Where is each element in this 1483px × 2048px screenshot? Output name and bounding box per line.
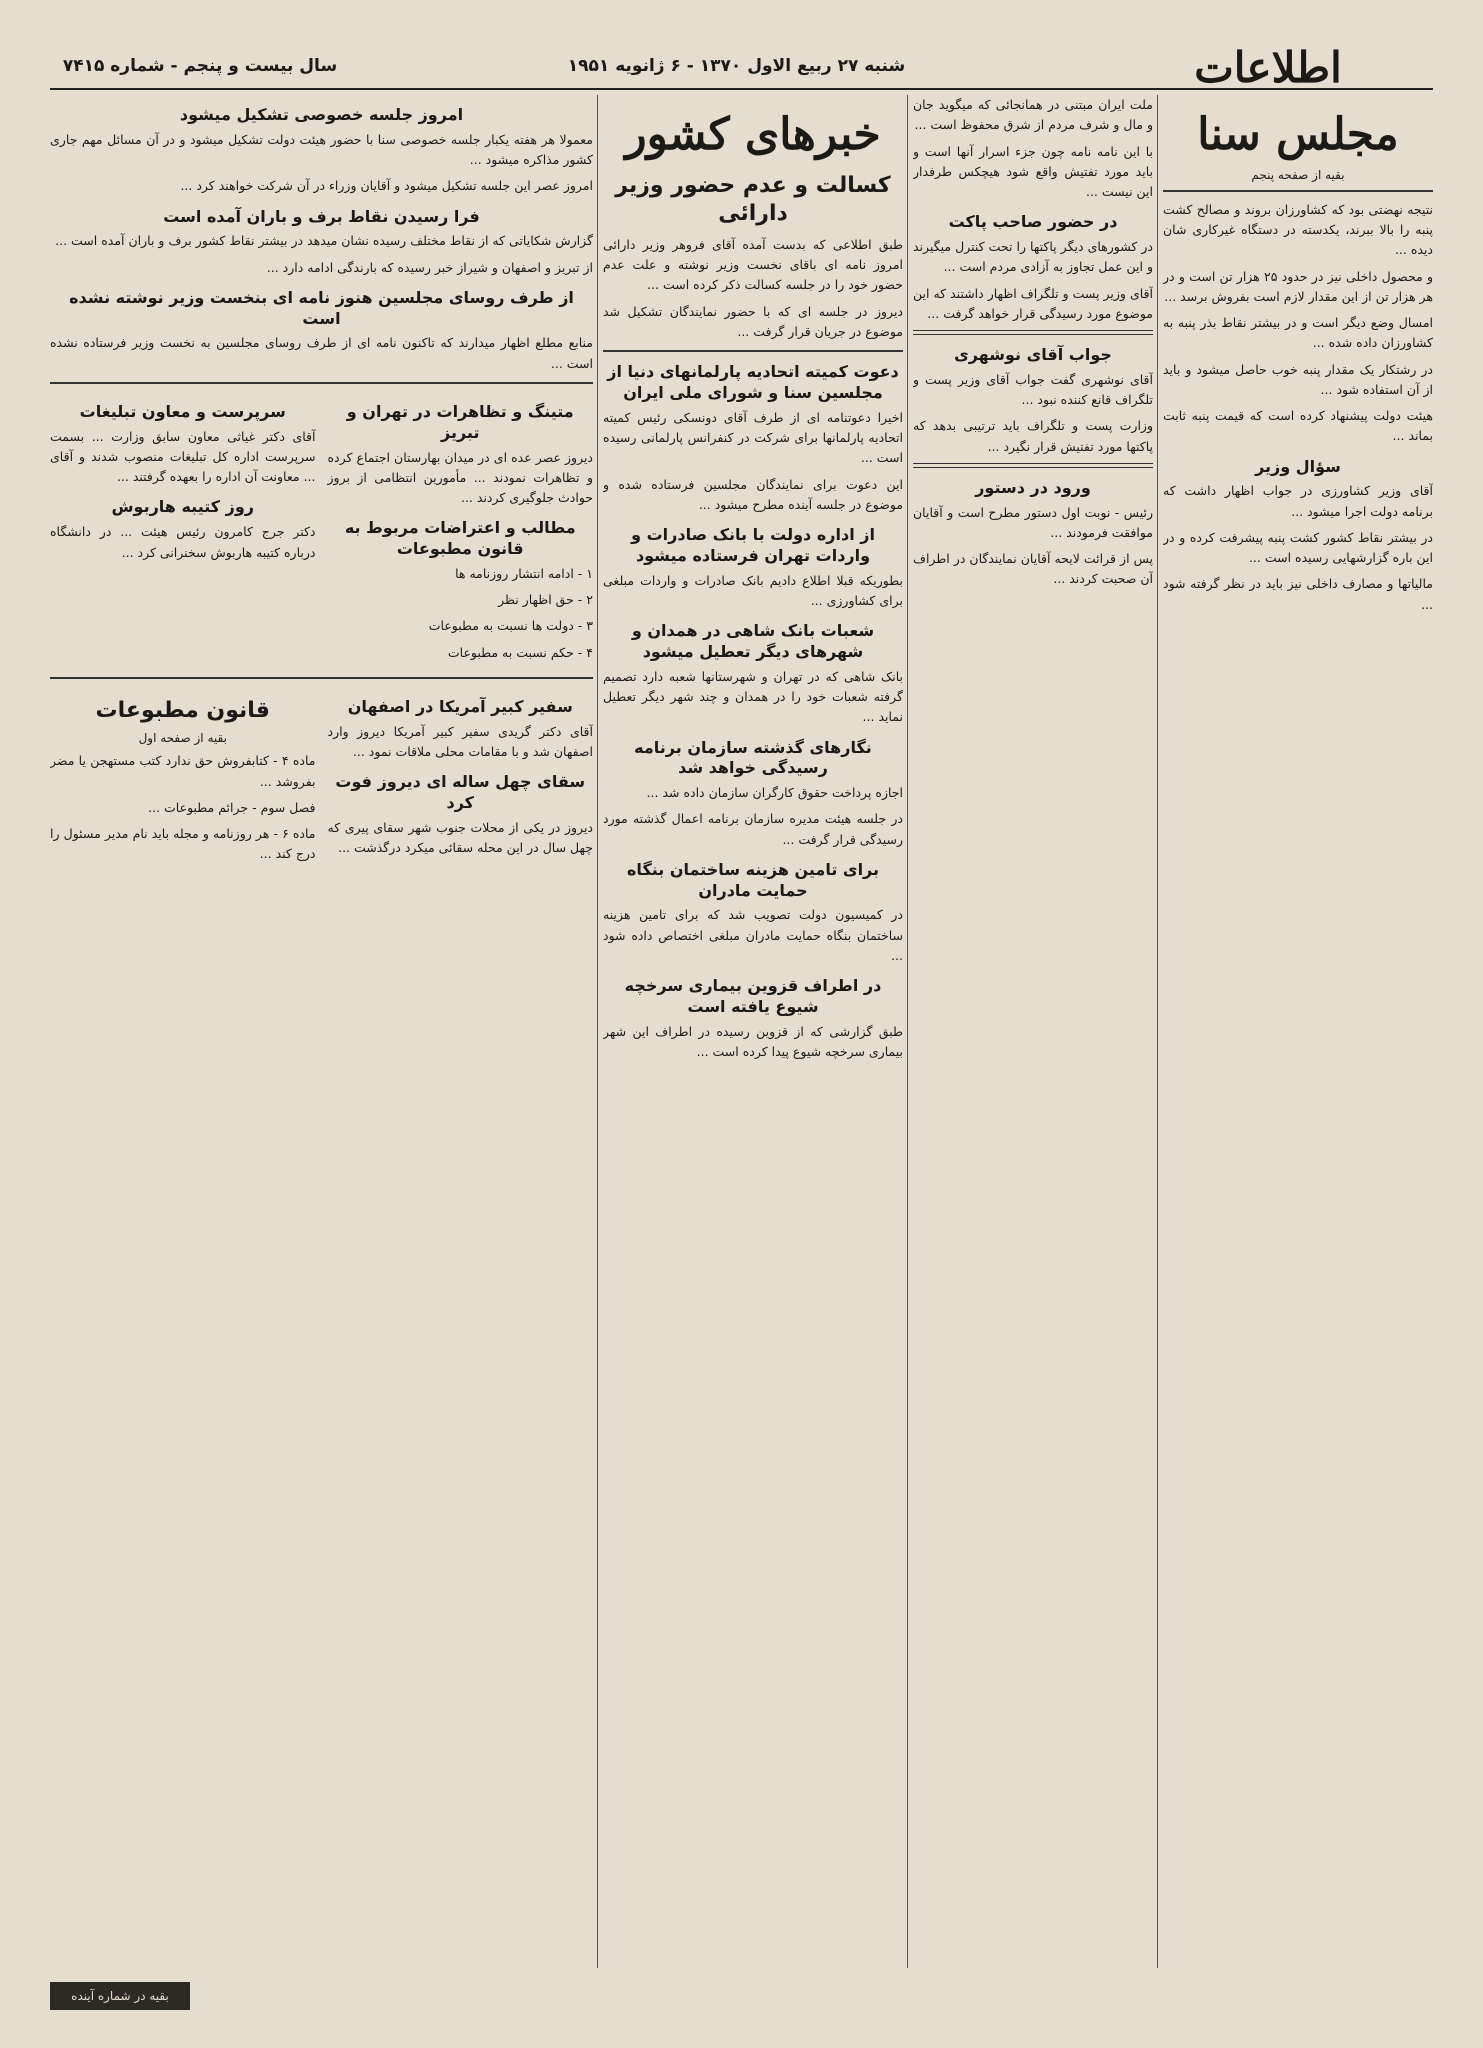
heading: در اطراف قزوین بیماری سرخچه شیوع یافته است [624,976,882,1016]
heading: از طرف روسای مجلسین هنوز نامه ای بنخست وزیر نوشته نشده است [69,287,574,328]
two-column-block [50,392,593,669]
column-rule [907,95,908,1968]
paragraph: معمولا هر هفته یکبار جلسه خصوصی سنا با حضور هیئت دولت تشکیل میشود و در آن مسائل مهم جاری کشور مذاکره میشود ... [50,131,593,168]
paragraph: آقای وزیر کشاورزی در جواب اظهار داشت که برنامه دولت اجرا میشود ... [1163,483,1433,519]
paragraph: ۲ - حق اظهار نظر [498,592,593,608]
paragraph: ۳ - دولت ها نسبت به مطبوعات [428,618,593,634]
paragraph: امسال وضع دیگر است و در بیشتر نقاط بذر پنبه به کشاورزان داده شده ... [1163,315,1433,351]
two-column-block [50,687,593,871]
paragraph: دکتر جرج کامرون رئیس هیئت ... در دانشگاه درباره کتیبه هاربوش سخنرانی کرد ... [50,524,316,560]
paragraph: اجازه پرداخت حقوق کارگران سازمان داده شد ... [646,785,903,801]
paragraph: پس از قرائت لایحه آقایان نمایندگان در اطراف آن صحبت کردند ... [913,551,1153,587]
issue-line: سال بیست و پنجم - شماره ۷۴۱۵ [62,56,338,76]
country-news-title: خبرهای کشور [625,109,881,160]
paragraph: در بیشتر نقاط کشور کشت پنبه پیشرفت کرده و در این باره گزارشهایی رسیده است ... [1163,529,1433,566]
divider [1163,190,1433,192]
heading: ورود در دستور [975,477,1091,497]
paragraph: رئیس - نوبت اول دستور مطرح است و آقایان موافقت فرمودند ... [913,504,1153,540]
paragraph: وزارت پست و تلگراف باید ترتیبی بدهد که پاکتها مورد تفتیش قرار نگیرد ... [913,418,1153,454]
paragraph: ملت ایران مبتنی در همانجائی که میگوید جان و مال و شرف مردم از شرق محفوظ است ... [913,97,1153,133]
box-press-law [50,687,316,871]
column-parliament-session [913,95,1153,1968]
paragraph: اخیرا دعوتنامه ای از طرف آقای دونسکی رئیس کمیته اتحادیه پارلمانها برای شرکت در کنفرانس پارلمانی رسیده است ... [603,409,903,466]
divider [603,350,903,352]
paragraph: طبق گزارشی که از قزوین رسیده در اطراف این شهر بیماری سرخچه شیوع پیدا کرده است ... [603,1023,903,1060]
heading: سؤال وزیر [1255,456,1341,476]
divider [913,330,1153,335]
box-propaganda [50,392,316,669]
heading: از اداره دولت با بانک صادرات و واردات تهران فرستاده میشود [631,525,875,565]
paragraph: و محصول داخلی نیز در حدود ۲۵ هزار تن است و در هر هزار تن از این مقدار لازم است بفروش برسد ... [1163,268,1433,304]
paragraph: هیئت دولت پیشنهاد کرده است که قیمت پنبه ثابت بماند ... [1163,408,1433,444]
paragraph: ۱ - ادامه انتشار روزنامه ها [455,565,593,581]
box-ads [328,687,594,871]
date-line: شنبه ۲۷ ربیع الاول ۱۳۷۰ - ۶ ژانویه ۱۹۵۱ [567,56,906,76]
dateline-bar [50,43,1433,92]
paragraph: آقای نوشهری گفت جواب آقای وزیر پست و تلگراف قانع کننده نبود ... [913,371,1153,408]
heading: برای تامین هزینه ساختمان بنگاه حمایت مادران [626,859,880,900]
paragraph: در جلسه هیئت مدیره سازمان برنامه اعمال گذشته مورد رسیدگی قرار گرفت ... [603,811,903,847]
heading: در حضور صاحب پاکت [948,212,1118,232]
heading: سفیر کبیر آمریکا در اصفهان [347,696,573,716]
heading: دعوت کمیته اتحادیه پارلمانهای دنیا از مجلسین سنا و شورای ملی ایران [607,362,899,403]
paragraph: دیروز در یکی از محلات جنوب شهر سقای پیری که چهل سال در این محله سقائی میکرد درگذشت ... [327,819,593,856]
paragraph: از تبریز و اصفهان و شیراز خبر رسیده که بارندگی ادامه دارد ... [266,259,593,275]
paragraph: دیروز در جلسه ای که با حضور نمایندگان تشکیل شد موضوع در جریان قرار گرفت ... [603,303,903,339]
column-rule [597,95,598,1968]
box-rallies [328,392,594,669]
subtitle: بقیه از صفحه اول [138,731,227,746]
heading: قانون مطبوعات [95,697,270,723]
paragraph: فصل سوم - جرائم مطبوعات ... [148,799,316,815]
divider [913,463,1153,468]
paragraph: بانک شاهی که در تهران و شهرستانها شعبه دارد تصمیم گرفته شعبات خود را در همدان و چند شهر دیگر تعطیل نماید ... [603,668,903,725]
heading: سقای چهل ساله ای دیروز فوت کرد [335,772,586,812]
column-country-news [603,95,903,1968]
senate-title: مجلس سنا [1197,109,1399,160]
continued-stamp: بقیه در شماره آینده [50,1982,190,2010]
paragraph: در رشتکار یک مقدار پنبه خوب حاصل میشود و باید از آن استفاده شود ... [1163,361,1433,397]
paragraph: در کشورهای دیگر پاکتها را تحت کنترل میگیرند و این عمل تجاوز به آزادی مردم است ... [913,239,1153,275]
column-misc-news [50,95,593,1968]
heading: متینگ و تظاهرات در تهران و تبریز [346,401,574,442]
paragraph: دیروز عصر عده ای در میدان بهارستان اجتماع کرده و تظاهرات نمودند ... مأمورین انتظامی از بروز حوادث جلوگیری کردند ... [327,449,593,506]
heading: فرا رسیدن نقاط برف و باران آمده است [163,206,480,226]
paragraph: ۴ - حکم نسبت به مطبوعات [447,644,593,660]
heading: شعبات بانک شاهی در همدان و شهرهای دیگر تعطیل میشود [631,621,875,661]
paragraph: این دعوت برای نمایندگان مجلسین فرستاده شده و موضوع در جلسه آینده مطرح میشود ... [603,476,903,512]
heading: روز کتیبه هاربوش [111,497,255,517]
heading: مطالب و اعتراضات مربوط به قانون مطبوعات [344,518,576,559]
paragraph: با این نامه نامه چون جزء اسرار آنها است و باید مورد تفتیش واقع شود هیچکس طرفدار این نیست ... [913,143,1153,199]
paragraph: مالیاتها و مصارف داخلی نیز باید در نظر گرفته شود ... [1163,576,1433,612]
paragraph: گزارش شکایاتی که از نقاط مختلف رسیده نشان میدهد در بیشتر نقاط کشور برف و باران آمده است ... [55,233,593,249]
paragraph: در کمیسیون دولت تصویب شد که برای تامین هزینه ساختمان بنگاه حمایت مادران مبلغی اختصاص داده شود ... [603,907,903,963]
paragraph: بطوریکه قبلا اطلاع دادیم بانک صادرات و واردات مبلغی برای کشاورزی ... [603,572,903,608]
paragraph: آقای دکتر غیاثی معاون سابق وزارت ... بسمت سرپرست اداره کل تبلیغات منصوب شدند و آقای ... معاونت آن اداره را بعهده گرفتند ... [50,428,316,485]
divider [50,677,593,679]
senate-subtitle: بقیه از صفحه پنجم [1251,167,1345,182]
column-senate [1163,95,1433,1968]
paragraph: طبق اطلاعی که بدست آمده آقای فروهر وزیر دارائی امروز نامه ای باقای نخست وزیر نوشته و علت عدم حضور خود را در جلسه کسالت ذکر کرده است ... [603,236,903,293]
paragraph: منابع مطلع اظهار میدارند که تاکنون نامه ای از طرف روسای مجلسین به نخست وزیر فرستاده نشده است ... [50,335,593,371]
paragraph: ماده ۶ - هر روزنامه و مجله باید نام مدیر مسئول را درج کند ... [50,826,316,862]
paragraph: امروز عصر این جلسه تشکیل میشود و آقایان وزراء در آن شرکت خواهند کرد ... [180,178,593,194]
heading: امروز جلسه خصوصی تشکیل میشود [179,105,464,124]
paragraph: ماده ۴ - کتابفروش حق ندارد کتب مستهجن یا مضر بفروشد ... [50,753,316,789]
paragraph: آقای وزیر پست و تلگراف اظهار داشتند که این موضوع مورد رسیدگی قرار خواهد گرفت ... [913,285,1153,321]
heading: نگارهای گذشته سازمان برنامه رسیدگی خواهد شد [634,737,872,778]
paragraph: نتیجه نهضتی بود که کشاورزان بروند و مصالح کشت پنبه را بالا ببرند، یکدسته در دستگاه غیرکاری شان دیده ... [1163,201,1433,258]
paragraph: آقای دکتر گریدی سفیر کبیر آمریکا دیروز وارد اصفهان شد و با مقامات محلی ملاقات نمود ... [327,723,593,759]
column-rule [1157,95,1158,1968]
heading: کسالت و عدم حضور وزیر دارائی [615,172,891,227]
masthead-brand: اطلاعات [1194,43,1342,92]
heading: جواب آقای نوشهری [954,345,1112,365]
divider [50,382,593,384]
heading: سرپرست و معاون تبلیغات [79,401,286,421]
